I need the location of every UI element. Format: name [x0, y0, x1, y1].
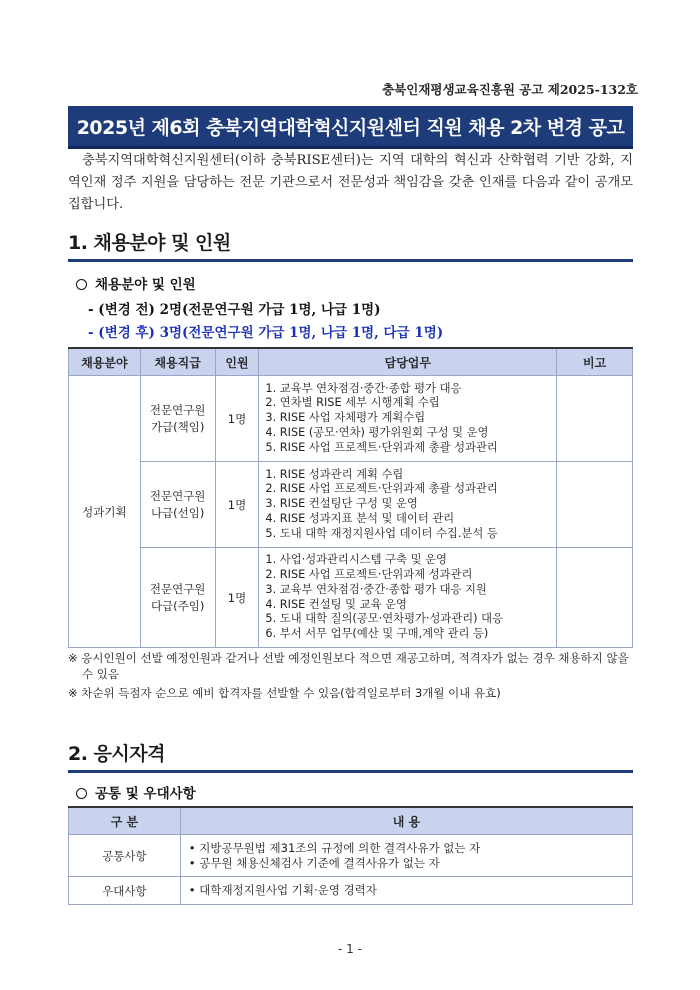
header-content: 내 용 [180, 807, 632, 835]
section-2-subheading-text: 공통 및 우대사항 [95, 786, 196, 802]
table-row [69, 835, 633, 877]
duty-item: 1. 사업·성과관리시스템 구축 및 운영 [265, 553, 447, 567]
change-after-line: - (변경 후) 3명(전문연구원 가급 1명, 나급 1명, 다급 1명) [88, 325, 444, 341]
duties-cell [259, 548, 557, 648]
note-cell [557, 548, 633, 648]
table-header-row [69, 807, 633, 835]
duty-item: 1. 교육부 연차점검·중간·종합 평가 대응 [265, 381, 462, 395]
header-note: 비고 [557, 348, 633, 376]
grade-line: 전문연구원 [149, 402, 206, 417]
duty-item: 5. 도내 대학 재정지원사업 데이터 수집.분석 등 [265, 526, 498, 540]
table-row [69, 376, 633, 462]
grade-cell [140, 548, 215, 648]
content-cell [180, 835, 632, 877]
count-cell: 1명 [215, 462, 259, 548]
note-item: ※ 차순위 득점자 순으로 예비 합격자를 선발할 수 있음(합격일로부터 3개월 이내 유효) [68, 686, 501, 700]
duties-cell [259, 376, 557, 462]
circle-bullet-icon [76, 788, 87, 799]
qualification-table [68, 806, 633, 905]
header-duties: 담당업무 [259, 348, 557, 376]
duty-item: 4. RISE 성과지표 분석 및 데이터 관리 [265, 511, 455, 525]
count-cell: 1명 [215, 548, 259, 648]
header-field: 채용분야 [69, 348, 141, 376]
duty-item: 4. RISE (공모·연차) 평가위원회 구성 및 운영 [265, 425, 489, 439]
note-cell [557, 462, 633, 548]
duty-item: 4. RISE 컨설팅 및 교육 운영 [265, 597, 407, 611]
note-item: ※ 응시인원이 선발 예정인원과 같거나 선발 예정인원보다 적으면 재공고하며, 적격자가 없는 경우 채용하지 않을 수 있음 [68, 651, 629, 681]
duty-item: 3. 교육부 연차점검·중간·종합 평가 대응 지원 [265, 582, 487, 596]
header-grade: 채용직급 [140, 348, 215, 376]
duty-item: 2. RISE 사업 프로젝트·단위과제 총괄 성과관리 [265, 482, 498, 496]
section-1-notes [68, 650, 638, 701]
grade-line: 다급(주임) [150, 598, 205, 613]
page-number: - 1 - [338, 942, 362, 956]
grade-line: 가급(책임) [150, 419, 205, 434]
section-1-heading: 1. 채용분야 및 인원 [68, 228, 633, 262]
duty-item: 3. RISE 사업 자체평가 계획수립 [265, 411, 426, 425]
duties-cell [259, 462, 557, 548]
section-2-subheading [76, 782, 196, 802]
recruitment-table [68, 347, 633, 648]
category-cell: 우대사항 [69, 877, 181, 905]
section-2-heading: 2. 응시자격 [68, 739, 633, 773]
duty-item: 2. 연차별 RISE 세부 시행계획 수립 [265, 396, 440, 410]
table-row [69, 877, 633, 905]
bullet-item: • 공무원 채용신체검사 기준에 결격사유가 없는 자 [188, 855, 440, 870]
duty-item: 5. RISE 사업 프로젝트·단위과제 총괄 성과관리 [265, 440, 498, 454]
circle-bullet-icon [76, 279, 87, 290]
grade-line: 전문연구원 [149, 581, 206, 596]
section-1-subheading-text: 채용분야 및 인원 [95, 277, 196, 293]
header-category: 구 분 [69, 807, 181, 835]
table-row [69, 548, 633, 648]
intro-paragraph: 충북지역대학혁신지원센터(이하 충북RISE센터)는 지역 대학의 혁신과 산학협력 기반 강화, 지역인재 정주 지원을 담당하는 전문 기관으로서 전문성과 책임감을 갖춘 인재를 다음과 같이 공개모집합니다. [68, 153, 633, 212]
change-before-line: - (변경 전) 2명(전문연구원 가급 1명, 나급 1명) [88, 302, 381, 318]
field-cell: 성과기획 [69, 376, 141, 648]
bullet-item: • 지방공무원법 제31조의 규정에 의한 결격사유가 없는 자 [188, 840, 481, 855]
grade-cell [140, 376, 215, 462]
section-1-subheading [76, 273, 196, 293]
grade-line: 나급(선임) [150, 505, 205, 520]
duty-item: 5. 도내 대학 질의(공모·연차평가·성과관리) 대응 [265, 612, 503, 626]
content-cell [180, 877, 632, 905]
table-row [69, 462, 633, 548]
note-cell [557, 376, 633, 462]
grade-cell [140, 462, 215, 548]
duty-item: 2. RISE 사업 프로젝트·단위과제 성과관리 [265, 567, 473, 581]
duty-item: 3. RISE 컨설팅단 구성 및 운영 [265, 497, 418, 511]
header-count: 인원 [215, 348, 259, 376]
table-header-row [69, 348, 633, 376]
duty-item: 1. RISE 성과관리 계획 수립 [265, 467, 404, 481]
duty-item: 6. 부서 서무 업무(예산 및 구매,계약 관리 등) [265, 627, 489, 641]
category-cell: 공통사항 [69, 835, 181, 877]
grade-line: 전문연구원 [149, 488, 206, 503]
notice-number: 충북인재평생교육진흥원 공고 제2025-132호 [382, 82, 638, 97]
bullet-item: • 대학재정지원사업 기획·운영 경력자 [188, 883, 377, 897]
count-cell: 1명 [215, 376, 259, 462]
document-title: 2025년 제6회 충북지역대학혁신지원센터 직원 채용 2차 변경 공고 [68, 106, 633, 149]
